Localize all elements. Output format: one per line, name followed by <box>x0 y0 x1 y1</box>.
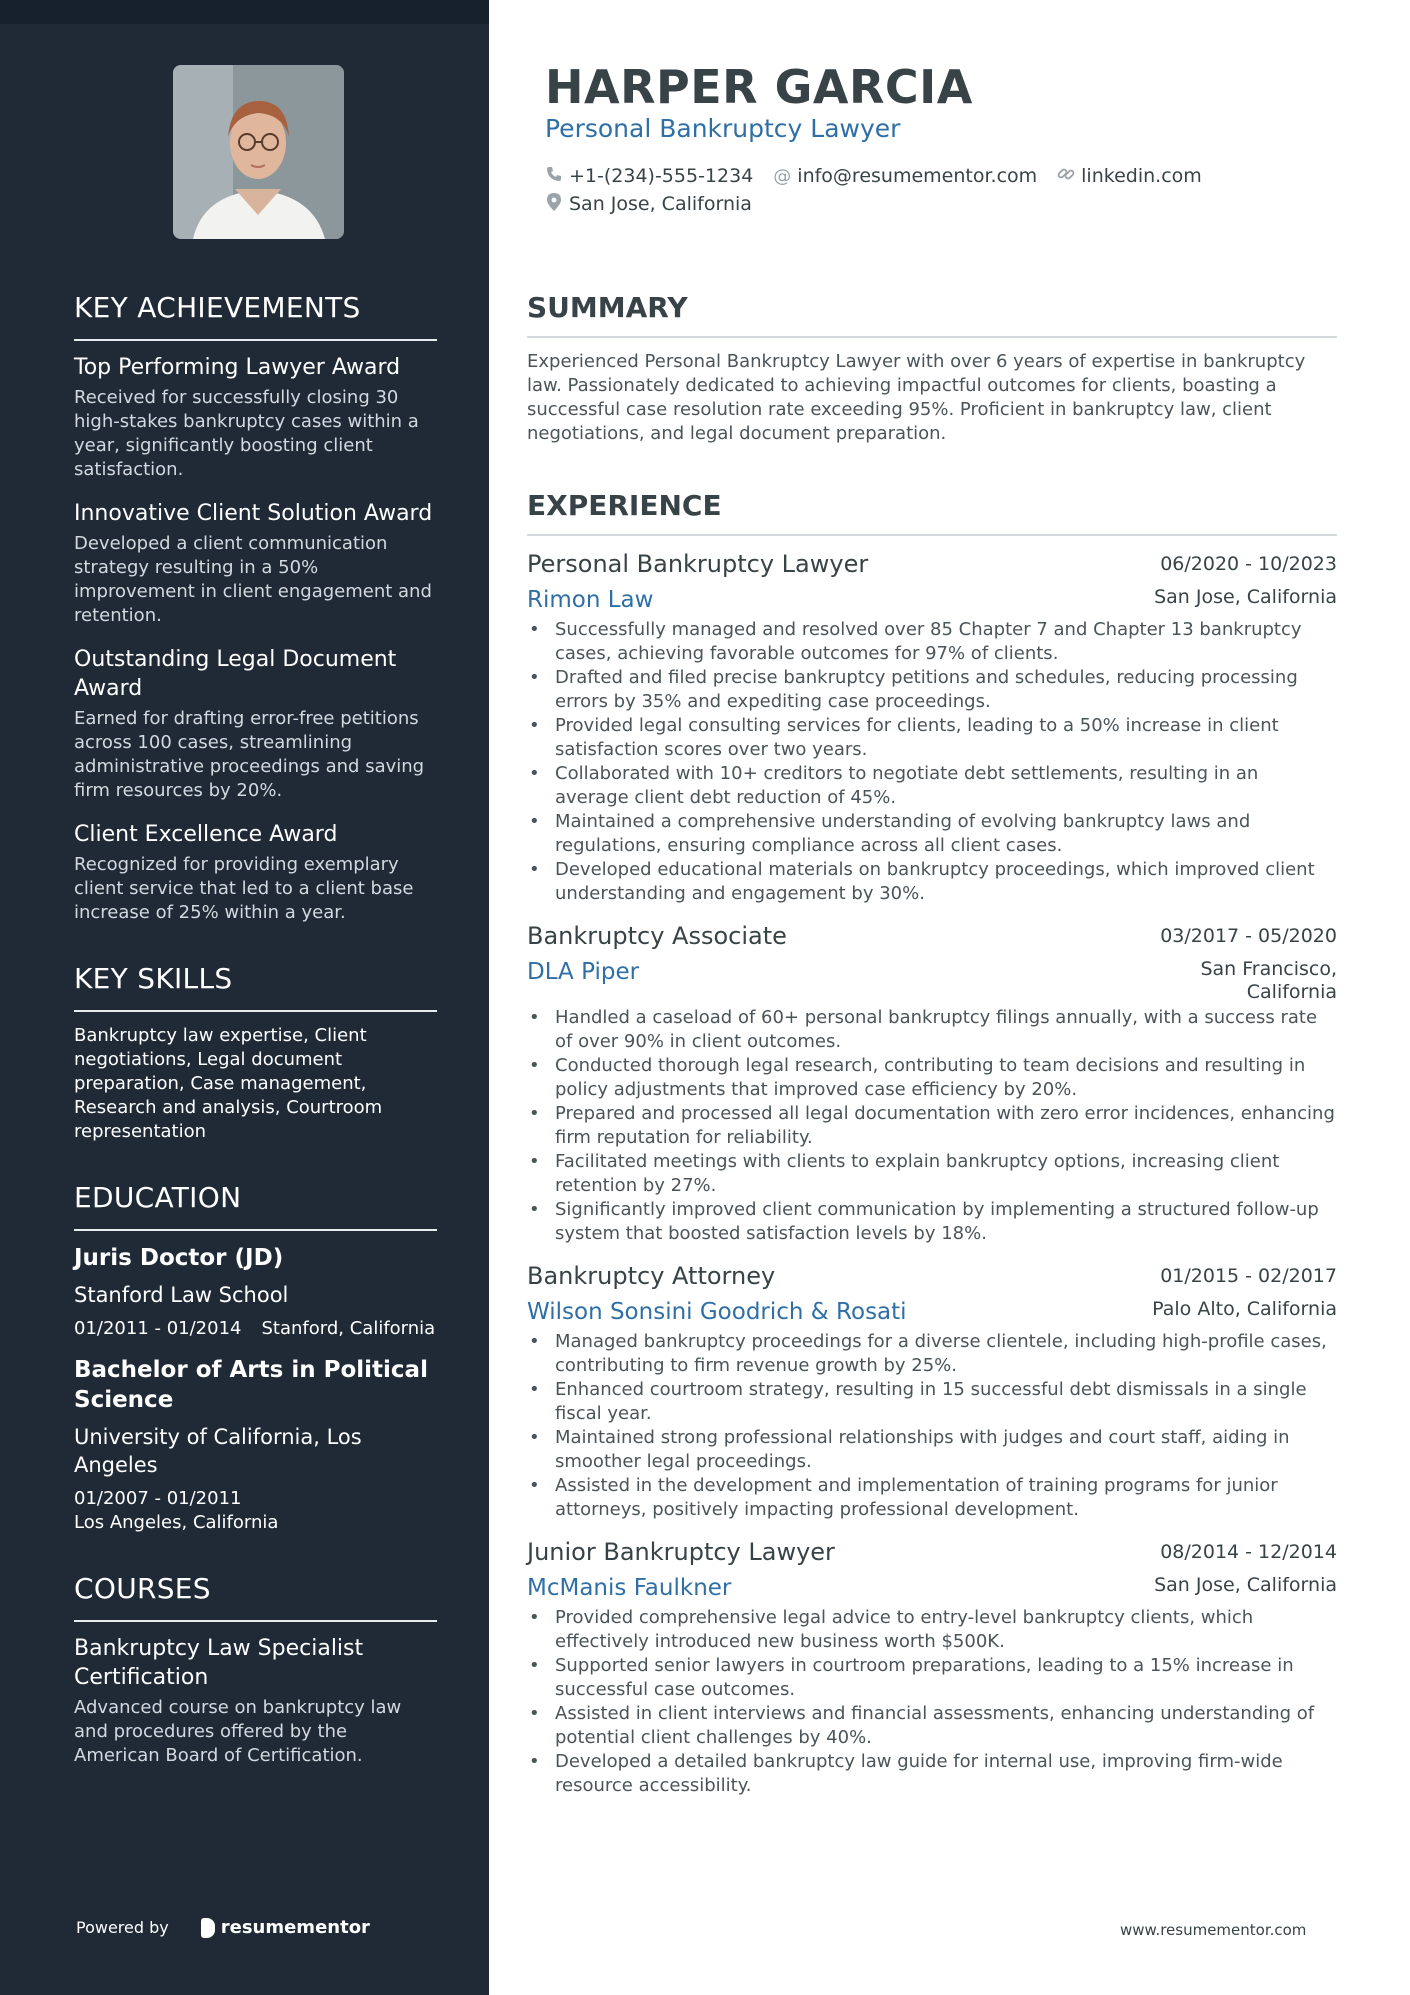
job-entry <box>527 1536 1337 1798</box>
achievement-desc: Received for successfully closing 30 high-stakes bankruptcy cases within a year, significantly boosting client satisfaction. <box>74 387 419 480</box>
at-sign-icon: @ <box>773 165 792 187</box>
job-bullet: • Provided comprehensive legal advice to entry-level bankruptcy clients, which effectively introduced new business worth $500K. <box>527 1606 1337 1654</box>
job-bullet: • Provided legal consulting services for clients, leading to a 50% increase in client satisfaction scores over two years. <box>527 714 1337 762</box>
achievement-title: Outstanding Legal Document Award <box>74 647 397 701</box>
job-bullet: • Maintained strong professional relationships with judges and court staff, aiding in smoother legal proceedings. <box>527 1426 1337 1474</box>
profile-photo <box>173 65 344 239</box>
job-bullet: • Facilitated meetings with clients to explain bankruptcy options, increasing client retention by 27%. <box>527 1150 1337 1198</box>
achievement-desc: Recognized for providing exemplary client service that led to a client base increase of 25% within a year. <box>74 854 414 923</box>
job-company: DLA Piper <box>527 959 640 985</box>
achievements-heading: KEY ACHIEVEMENTS <box>74 288 437 341</box>
job-bullet: • Managed bankruptcy proceedings for a diverse clientele, including high-profile cases, contributing to firm revenue growth by 25%. <box>527 1330 1337 1378</box>
courses-section <box>74 1569 437 1768</box>
job-bullet: • Handled a caseload of 60+ personal bankruptcy filings annually, with a success rate of over 90% in client outcomes. <box>527 1006 1337 1054</box>
education-item <box>74 1355 437 1535</box>
job-header <box>527 1536 1337 1568</box>
job-bullet: • Developed educational materials on bankruptcy proceedings, which improved client understanding and engagement by 30%. <box>527 858 1337 906</box>
education-location: Stanford, California <box>261 1318 436 1339</box>
course-item <box>74 1634 437 1768</box>
job-bullet: • Prepared and processed all legal documentation with zero error incidences, enhancing firm reputation for reliability. <box>527 1102 1337 1150</box>
education-location: Los Angeles, California <box>74 1512 279 1533</box>
summary-heading: SUMMARY <box>527 288 1337 338</box>
job-company: Wilson Sonsini Goodrich & Rosati <box>527 1299 907 1325</box>
education-dates: 01/2007 - 01/2011 <box>74 1488 242 1509</box>
education-degree: Juris Doctor (JD) <box>74 1245 284 1271</box>
job-role: Bankruptcy Associate <box>527 922 787 950</box>
job-location: San Jose, California <box>1154 1574 1337 1596</box>
job-dates: 06/2020 - 10/2023 <box>1160 553 1337 575</box>
course-desc: Advanced course on bankruptcy law and procedures offered by the American Board of Certification. <box>74 1697 402 1766</box>
brand-logo[interactable] <box>201 1917 370 1938</box>
job-location: San Francisco, California <box>1200 958 1337 1003</box>
achievement-item <box>74 353 437 482</box>
achievement-item <box>74 645 437 803</box>
job-header <box>527 548 1337 580</box>
contact-email[interactable] <box>773 165 1037 187</box>
job-bullet: • Supported senior lawyers in courtroom preparations, leading to a 15% increase in successful case outcomes. <box>527 1654 1337 1702</box>
contact-row <box>545 190 1345 218</box>
job-role: Bankruptcy Attorney <box>527 1262 776 1290</box>
phone-text: +1-(234)-555-1234 <box>569 165 754 187</box>
contact-row <box>545 162 1345 190</box>
skills-heading: KEY SKILLS <box>74 959 437 1012</box>
achievements-section <box>74 288 437 925</box>
sidebar <box>0 0 489 1995</box>
job-bullets <box>527 618 1337 906</box>
candidate-title: Personal Bankruptcy Lawyer <box>545 114 901 143</box>
brand-logo-icon <box>201 1918 215 1938</box>
achievement-desc: Developed a client communication strategy resulting in a 50% improvement in client engagement and retention. <box>74 533 432 626</box>
contact-location <box>545 193 752 216</box>
contact-phone[interactable] <box>545 165 753 187</box>
job-bullet: • Successfully managed and resolved over 85 Chapter 7 and Chapter 13 bankruptcy cases, achieving favorable outcomes for 97% of clients. <box>527 618 1337 666</box>
education-school: Stanford Law School <box>74 1283 289 1307</box>
achievement-desc: Earned for drafting error-free petitions across 100 cases, streamlining administrative proceedings and saving firm resources by 20%. <box>74 708 425 801</box>
course-title: Bankruptcy Law Specialist Certification <box>74 1636 364 1690</box>
job-subheader <box>527 1568 1337 1604</box>
experience-section <box>527 486 1337 1812</box>
education-degree: Bachelor of Arts in Political Science <box>74 1357 428 1413</box>
job-subheader <box>527 952 1337 1004</box>
link-icon <box>1057 165 1075 188</box>
contact-info <box>545 162 1345 218</box>
job-bullet: • Drafted and filed precise bankruptcy petitions and schedules, reducing processing errors by 35% and expediting case proceedings. <box>527 666 1337 714</box>
job-header <box>527 920 1337 952</box>
candidate-name: HARPER GARCIA <box>545 60 973 114</box>
powered-by-label: Powered by <box>76 1918 169 1937</box>
powered-by <box>76 1917 370 1938</box>
job-dates: 08/2014 - 12/2014 <box>1160 1541 1337 1563</box>
brand-name: resumementor <box>220 1917 370 1938</box>
location-pin-icon <box>545 193 563 216</box>
job-bullet: • Maintained a comprehensive understanding of evolving bankruptcy laws and regulations, ensuring compliance across all client cases. <box>527 810 1337 858</box>
skills-section <box>74 959 437 1144</box>
achievement-title: Top Performing Lawyer Award <box>74 355 401 380</box>
job-header <box>527 1260 1337 1292</box>
sidebar-sections <box>74 288 437 1802</box>
education-meta <box>74 1487 437 1535</box>
education-dates: 01/2011 - 01/2014 <box>74 1318 242 1339</box>
job-bullet: • Developed a detailed bankruptcy law guide for internal use, improving firm-wide resource accessibility. <box>527 1750 1337 1798</box>
footer-url[interactable]: www.resumementor.com <box>1120 1921 1307 1939</box>
achievement-item <box>74 499 437 628</box>
skills-text: Bankruptcy law expertise, Client negotiations, Legal document preparation, Case management, Research and analysis, Courtroom representation <box>74 1025 383 1142</box>
email-text: info@resumementor.com <box>797 165 1038 187</box>
job-role: Junior Bankruptcy Lawyer <box>527 1538 835 1566</box>
sidebar-top-bar <box>0 0 489 24</box>
job-bullet: • Collaborated with 10+ creditors to negotiate debt settlements, resulting in an average client debt reduction of 45%. <box>527 762 1337 810</box>
job-location: San Jose, California <box>1154 586 1337 608</box>
job-dates: 01/2015 - 02/2017 <box>1160 1265 1337 1287</box>
education-meta <box>74 1317 437 1341</box>
job-entry <box>527 548 1337 906</box>
job-bullets <box>527 1606 1337 1798</box>
job-role: Personal Bankruptcy Lawyer <box>527 550 869 578</box>
job-bullets <box>527 1330 1337 1522</box>
achievement-item <box>74 820 437 925</box>
job-dates: 03/2017 - 05/2020 <box>1160 925 1337 947</box>
profile-photo-image <box>173 65 344 239</box>
education-item <box>74 1243 437 1341</box>
job-bullet: • Assisted in the development and implementation of training programs for junior attorneys, positively impacting professional development. <box>527 1474 1337 1522</box>
job-subheader <box>527 580 1337 616</box>
job-entry <box>527 920 1337 1246</box>
courses-heading: COURSES <box>74 1569 437 1622</box>
achievement-title: Innovative Client Solution Award <box>74 501 433 526</box>
contact-linkedin[interactable] <box>1057 165 1202 188</box>
summary-text: Experienced Personal Bankruptcy Lawyer with over 6 years of expertise in bankruptcy law. Passionately dedicated to achieving impactful outcomes for clients, boasting a successful case resolution rate exceeding 95%. Proficient in bankruptcy law, client negotiations, and legal document preparation. <box>527 351 1306 444</box>
job-bullets <box>527 1006 1337 1246</box>
location-text: San Jose, California <box>569 193 752 215</box>
job-company: McManis Faulkner <box>527 1575 732 1601</box>
job-bullet: • Enhanced courtroom strategy, resulting in 15 successful debt dismissals in a single fiscal year. <box>527 1378 1337 1426</box>
job-entry <box>527 1260 1337 1522</box>
job-company: Rimon Law <box>527 587 654 613</box>
job-bullet: • Conducted thorough legal research, contributing to team decisions and resulting in policy adjustments that improved case efficiency by 20%. <box>527 1054 1337 1102</box>
job-location: Palo Alto, California <box>1152 1298 1337 1320</box>
job-subheader <box>527 1292 1337 1328</box>
job-bullet: • Assisted in client interviews and financial assessments, enhancing understanding of potential client challenges by 40%. <box>527 1702 1337 1750</box>
experience-heading: EXPERIENCE <box>527 486 1337 536</box>
job-bullet: • Significantly improved client communication by implementing a structured follow-up system that boosted satisfaction levels by 18%. <box>527 1198 1337 1246</box>
education-heading: EDUCATION <box>74 1178 437 1231</box>
achievement-title: Client Excellence Award <box>74 822 338 847</box>
education-section <box>74 1178 437 1535</box>
education-school: University of California, Los Angeles <box>74 1425 362 1477</box>
linkedin-text: linkedin.com <box>1081 165 1202 187</box>
summary-section <box>527 288 1337 446</box>
phone-icon <box>545 166 563 187</box>
